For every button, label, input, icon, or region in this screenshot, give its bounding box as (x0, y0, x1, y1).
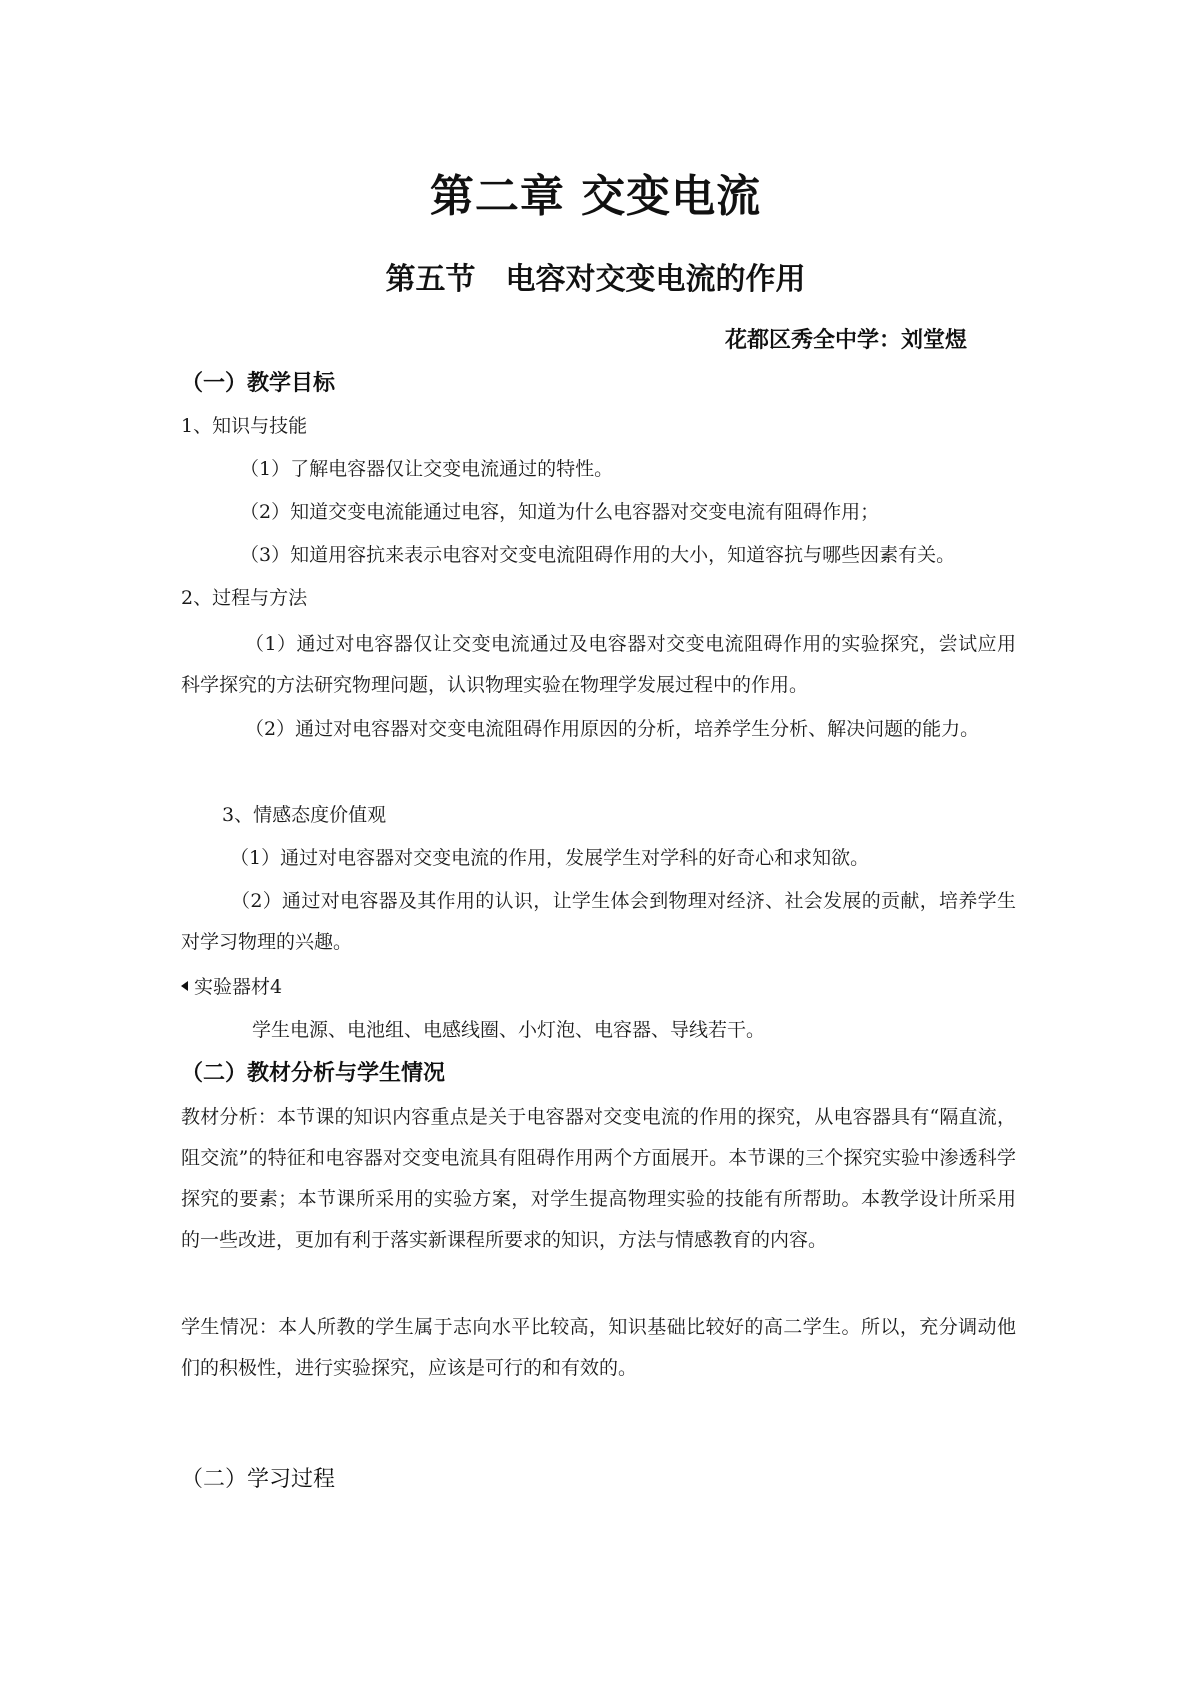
learning-process-heading: （二）学习过程 (181, 1467, 336, 1492)
attitude-label: 3、情感态度价值观 (222, 804, 387, 826)
student-analysis: 学生情况：本人所教的学生属于志向水平比较高，知识基础比较好的高二学生。所以，充分调动他们的积极性，进行实验探究，应该是可行的和有效的。 (181, 1316, 1016, 1379)
equipment-row (181, 967, 282, 1008)
triangle-bullet-icon (181, 981, 188, 991)
attitude-item-1: （1）通过对电容器对交变电流的作用，发展学生对学科的好奇心和求知欲。 (230, 847, 870, 869)
equipment-label: 实验器材4 (194, 976, 283, 998)
knowledge-item-3: （3）知道用容抗来表示电容对交变电流阻碍作用的大小，知道容抗与哪些因素有关。 (240, 544, 956, 566)
process-label: 2、过程与方法 (181, 587, 308, 609)
knowledge-item-2: （2）知道交变电流能通过电容，知道为什么电容器对交变电流有阻碍作用； (240, 501, 880, 523)
section-title: 第五节 电容对交变电流的作用 (385, 262, 806, 297)
process-item-1: （1）通过对电容器仅让交变电流通过及电容器对交变电流阻碍作用的实验探究，尝试应用科学探究的方法研究物理问题，认识物理实验在物理学发展过程中的作用。 (181, 633, 1016, 696)
process-item-2: （2）通过对电容器对交变电流阻碍作用原因的分析，培养学生分析、解决问题的能力。 (245, 718, 980, 740)
knowledge-label: 1、知识与技能 (181, 415, 308, 437)
knowledge-item-1: （1）了解电容器仅让交变电流通过的特性。 (240, 458, 614, 480)
equipment-content: 学生电源、电池组、电感线圈、小灯泡、电容器、导线若干。 (252, 1019, 766, 1041)
author-line: 花都区秀全中学：刘堂煜 (724, 327, 967, 353)
material-analysis: 教材分析：本节课的知识内容重点是关于电容器对交变电流的作用的探究，从电容器具有“隔直流，阻交流”的特征和电容器对交变电流具有阻碍作用两个方面展开。本节课的三个探究实验中渗透科学探究的要素；本节课所采用的实验方案，对学生提高物理实验的技能有所帮助。本教学设计所采用的一些改进，更加有利于落实新课程所要求的知识，方法与情感教育的内容。 (181, 1106, 1016, 1251)
analysis-heading: （二）教材分析与学生情况 (181, 1060, 446, 1086)
objectives-heading: （一）教学目标 (181, 370, 336, 396)
attitude-item-2: （2）通过对电容器及其作用的认识，让学生体会到物理对经济、社会发展的贡献，培养学生对学习物理的兴趣。 (181, 890, 1016, 953)
chapter-title: 第二章 交变电流 (429, 171, 762, 222)
